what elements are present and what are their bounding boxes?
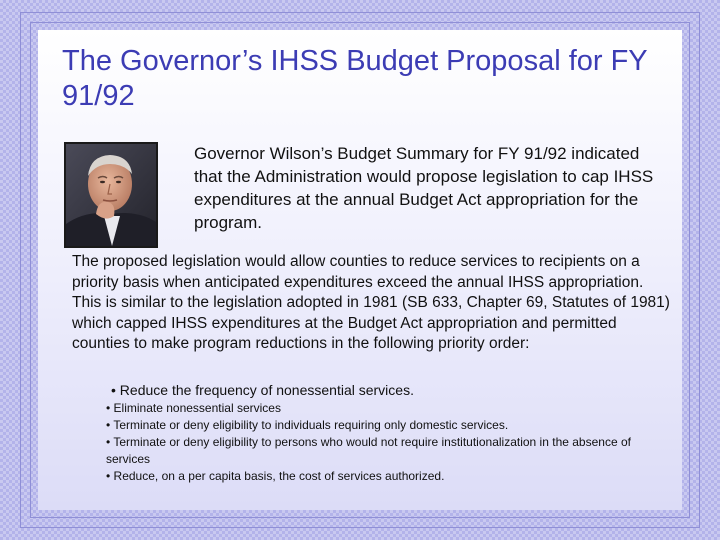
slide-title: The Governor’s IHSS Budget Proposal for FY 91/92 (62, 45, 648, 112)
bullet-icon: • (106, 418, 111, 432)
governor-portrait (64, 142, 158, 248)
list-item (106, 417, 676, 434)
bullet-icon: • (111, 382, 116, 398)
list-item (106, 434, 676, 468)
list-item (106, 380, 676, 400)
list-item-text: Terminate or deny eligibility to persons who would not require institutionalization in the absence of services (106, 435, 631, 466)
portrait-image (66, 144, 156, 246)
body-paragraph: The proposed legislation would allow counties to reduce services to recipients on a priority basis when anticipated expenditures exceed the annual IHSS appropriation. This is similar to the legislation adopted in 1981 (SB 633, Chapter 69, Statutes of 1981) which capped IHSS expenditures at the Budget Act appropriation and permitted counties to make program reductions in the following priority order: (72, 253, 670, 352)
list-item-text: Eliminate nonessential services (113, 401, 281, 415)
bullet-icon: • (106, 469, 111, 483)
list-item-text: Terminate or deny eligibility to individuals requiring only domestic services. (113, 418, 509, 432)
list-item (106, 400, 676, 417)
bullet-icon: • (106, 435, 111, 449)
slide-content (38, 30, 682, 510)
priority-list (106, 380, 676, 485)
list-item-text: Reduce, on a per capita basis, the cost of services authorized. (113, 469, 445, 483)
intro-paragraph: Governor Wilson’s Budget Summary for FY 91/92 indicated that the Administration would propose legislation to cap IHSS expenditures at the annual Budget Act appropriation for the program. (194, 144, 654, 232)
list-item-text: Reduce the frequency of nonessential services. (119, 382, 414, 398)
list-item (106, 468, 676, 485)
bullet-icon: • (106, 401, 111, 415)
